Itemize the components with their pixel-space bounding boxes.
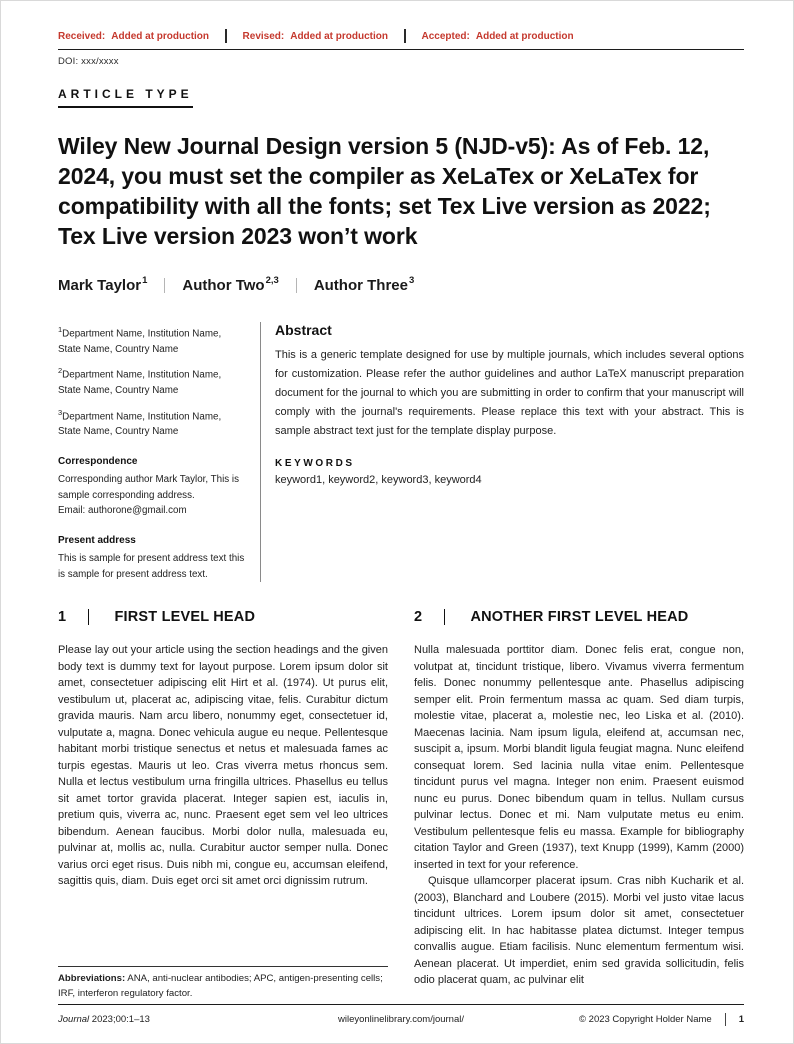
present-address-text: This is sample for present address text this is sample for present address text. [58, 553, 245, 580]
section-1 [58, 609, 388, 890]
article-title: Wiley New Journal Design version 5 (NJD-v5): As of Feb. 12, 2024, you must set the compiler as XeLaTex or XeLaTex for compatibility with all the fonts; set Tex Live version as 2022; Tex Live version 2023 won’t work [58, 133, 711, 249]
footer-divider [725, 1013, 726, 1026]
affiliation-text: Department Name, Institution Name, State Name, Country Name [58, 369, 222, 397]
received-value: Added at production [111, 30, 210, 42]
correspondence-text: Corresponding author Mark Taylor, This is sample corresponding address. [58, 474, 239, 501]
author-list [58, 276, 744, 294]
affiliation-sup: 2 [58, 366, 63, 376]
publication-history-bar [58, 29, 744, 50]
author-divider [164, 278, 165, 293]
correspondence-heading: Correspondence [58, 455, 138, 467]
abbreviations-footnote [58, 966, 388, 1001]
section-2 [414, 609, 744, 989]
footer-citation-detail: 2023;00:1–13 [89, 1014, 150, 1025]
page-footer [58, 1004, 744, 1026]
revised-value: Added at production [290, 30, 388, 42]
section-number: 2 [414, 609, 423, 626]
revised-item [243, 31, 388, 42]
received-item [58, 31, 209, 42]
section-title: FIRST LEVEL HEAD [114, 609, 256, 626]
article-body [58, 609, 744, 1001]
abstract-heading: Abstract [275, 322, 332, 338]
body-left-column [58, 609, 388, 1001]
keywords-heading: KEYWORDS [275, 458, 355, 469]
affiliation [58, 322, 245, 357]
author-name: Author Three [313, 277, 408, 294]
affiliation-text: Department Name, Institution Name, State Name, Country Name [58, 328, 222, 355]
pubinfo-divider [225, 29, 227, 43]
accepted-label: Accepted: [421, 30, 470, 42]
revised-label: Revised: [242, 30, 285, 42]
author-affiliation-sup: 2,3 [265, 275, 279, 286]
author-name: Mark Taylor [58, 277, 142, 294]
doi: DOI: xxx/xxxx [58, 56, 119, 67]
abbreviations-label: Abbreviations: [58, 973, 126, 985]
author-affiliation-sup: 3 [408, 275, 415, 286]
author [182, 276, 278, 294]
section-1-heading [58, 609, 388, 625]
page-number: 1 [738, 1014, 744, 1025]
received-label: Received: [58, 30, 106, 42]
pubinfo-divider [404, 29, 406, 43]
section-title: ANOTHER FIRST LEVEL HEAD [470, 609, 689, 626]
keywords-text: keyword1, keyword2, keyword3, keyword4 [275, 474, 482, 486]
affiliation-text: Department Name, Institution Name, State Name, Country Name [58, 410, 222, 438]
front-matter-left-column [58, 322, 245, 582]
author-divider [296, 278, 297, 293]
section-1-paragraph: Please lay out your article using the section headings and the given body text is dummy text for layout purpose. Lorem ipsum dolor sit amet, consectetuer adipiscing elit Hirt et al. (1974). Ut purus elit, vestibulum ut, placerat ac, adipiscing vitae, felis. Curabitur dictum gravida mauris. Nam arcu libero, nonummy eget, consectetuer id, vulputate a, magna. Donec vehicula augue eu neque. Pellentesque habitant morbi tristique senectus et netus et malesuada fames ac turpis egestas. Mauris ut leo. Cras viverra metus rhoncus sem. Nulla et lectus vestibulum urna fringilla ultrices. Phasellus eu tellus sit amet tortor gravida placerat. Integer sapien est, iaculis in, pretium quis, viverra ac, nunc. Praesent eget sem vel leo ultrices bibendum. Aenean faucibus. Morbi dolor nulla, malesuada eu, pulvinar at, mollis ac, nulla. Curabitur auctor semper nulla. Donec varius orci eget risus. Duis nibh mi, congue eu, accumsan eleifend, sagittis quis, diam. Duis eget orci sit amet orci dignissim rutrum. [58, 644, 388, 888]
author-name: Author Two [182, 277, 265, 294]
section-2-paragraph: Quisque ullamcorper placerat ipsum. Cras nibh Kucharik et al. (2003), Blanchard and Loubere (2015). Morbi vel justo vitae lacus tincidunt ultrices. Lorem ipsum dolor sit amet, consectetuer adipiscing elit. In hac habitasse platea dictumst. Integer tempus convallis augue. Etiam facilisis. Nunc elementum fermentum wisi. Aenean placerat. Ut imperdiet, enim sed gravida sollicitudin, felis odio placerat quam, ac pulvinar elit [414, 875, 744, 987]
front-matter [58, 322, 744, 582]
author [58, 276, 147, 294]
correspondence-email: Email: authorone@gmail.com [58, 505, 187, 517]
affiliation-sup: 1 [58, 325, 63, 334]
accepted-item [422, 31, 574, 42]
footer-right [524, 1013, 744, 1026]
affiliation [58, 363, 245, 398]
section-heading-rule [88, 609, 89, 625]
body-right-column [414, 609, 744, 1001]
abbreviations-text: ANA, anti-nuclear antibodies; APC, antigen-presenting cells; IRF, interferon regulatory factor. [58, 973, 383, 999]
footer-journal-name: Journal [58, 1014, 90, 1025]
footer-citation [58, 1014, 278, 1025]
accepted-value: Added at production [475, 30, 574, 42]
article-type-label: ARTICLE TYPE [58, 87, 193, 108]
front-matter-right-column [261, 322, 744, 582]
present-address-heading: Present address [58, 534, 136, 546]
affiliation [58, 405, 245, 440]
footer-url: wileyonlinelibrary.com/journal/ [337, 1014, 464, 1025]
author [314, 276, 414, 294]
section-heading-rule [444, 609, 445, 625]
section-2-heading [414, 609, 744, 625]
footer-copyright: © 2023 Copyright Holder Name [579, 1014, 712, 1025]
section-number: 1 [58, 609, 67, 626]
abstract-text: This is a generic template designed for use by multiple journals, which includes several options for customization. Please refer the author guidelines and author LaTeX manuscript preparation document for the journal to which you are submitting in order to confirm that your manuscript will comply with the journal's requirements. Please replace this text with your abstract. This is sample abstract text just for the template display purpose. [275, 349, 744, 437]
section-2-paragraph: Nulla malesuada porttitor diam. Donec felis erat, congue non, volutpat at, tincidunt tristique, libero. Vivamus viverra fermentum felis. Donec nonummy pellentesque ante. Phasellus adipiscing semper elit. Proin fermentum massa ac quam. Sed diam turpis, molestie vitae, placerat a, molestie nec, leo Liska et al. (2010). Maecenas lacinia. Nam ipsum ligula, eleifend at, accumsan nec, suscipit a, ipsum. Morbi blandit ligula feugiat magna. Nunc eleifend consequat lorem. Sed lacinia nulla vitae enim. Pellentesque tincidunt purus vel magna. Integer non enim. Praesent euismod nunc eu purus. Donec bibendum quam in tellus. Nullam cursus pulvinar lectus. Donec et mi. Nam vulputate metus eu enim. Vestibulum pellentesque felis eu massa. Example for bibliography citation Taylor and Green (1937), text Knupp (1999), Kamm (2000) inserted in text for your reference. [414, 644, 744, 871]
author-affiliation-sup: 1 [142, 275, 148, 286]
affiliation-sup: 3 [58, 407, 63, 417]
